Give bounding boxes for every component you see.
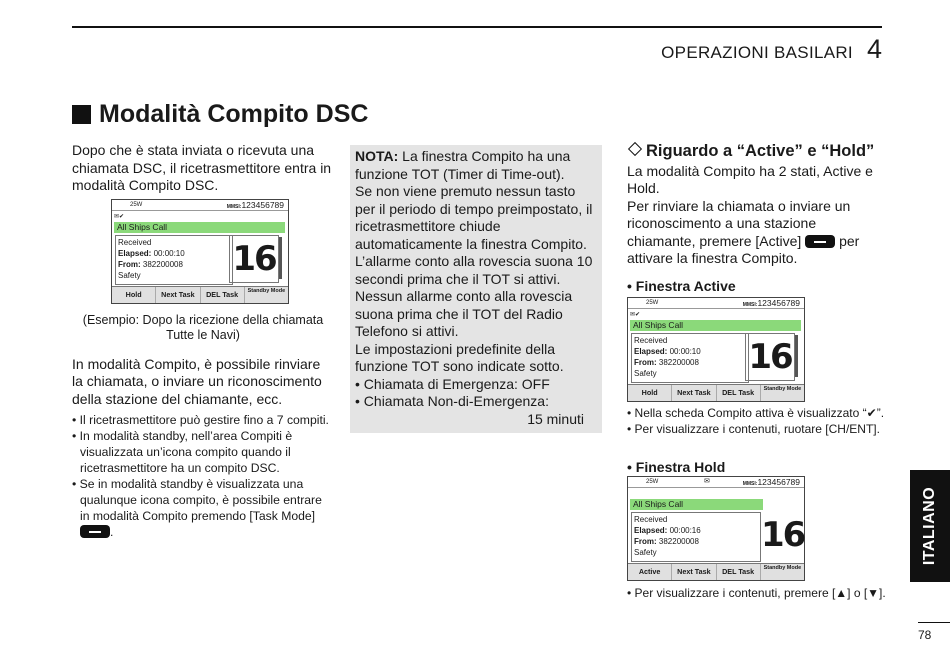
channel-number: 16 <box>229 235 279 283</box>
notes-list <box>72 412 334 540</box>
from-line: From: 382200008 <box>118 259 183 269</box>
note-item-non-emergency: • Chiamata Non-di-Emergenza: <box>355 393 549 409</box>
envelope-icon: ✉ <box>704 478 710 485</box>
list-item: • Nella scheda Compito attiva è visualizzato “✔”. <box>627 406 885 420</box>
mmsi-readout: MMSI:123456789 <box>226 199 284 210</box>
screen-hold-window <box>627 476 805 581</box>
softkey-bar <box>112 286 288 303</box>
softkey-active: Active <box>628 564 672 580</box>
chapter-title: OPERAZIONI BASILARI <box>661 43 853 62</box>
call-details <box>631 512 761 562</box>
task-icons: ✉✔ <box>114 213 125 220</box>
note-box <box>350 145 602 433</box>
softkey-standby-mode: Standby Mode <box>247 287 286 294</box>
call-type-bar: All Ships Call <box>630 499 763 510</box>
active-notes <box>627 405 889 437</box>
list-item: • Se in modalità standby è visualizzata una qualunque icona compito, è possibile entrare in modalità Compito premendo [Task Mode] . <box>72 476 334 540</box>
call-category: Safety <box>634 548 657 557</box>
softkey-del-task: DEL Task <box>201 287 245 303</box>
mmsi-readout: MMSI:123456789 <box>742 477 800 487</box>
power-readout: 25W <box>130 201 143 208</box>
softkey-hold: Hold <box>112 287 156 303</box>
elapsed-line: Elapsed: 00:00:10 <box>118 248 185 258</box>
scrollbar <box>795 335 798 377</box>
mode-paragraph: In modalità Compito, è possibile rinviare la chiamata, o inviare un riconoscimento della stazione del chiamante, ecc. <box>72 355 322 407</box>
screen-status-bar <box>628 298 804 309</box>
screen-active-window <box>627 297 805 402</box>
softkey-next-task: Next Task <box>156 287 200 303</box>
page-number: 78 <box>918 628 932 642</box>
power-readout: 25W <box>646 479 659 485</box>
task-icons: ✉✔ <box>630 312 641 318</box>
mmsi-readout: MMSI:123456789 <box>742 298 800 308</box>
note-text: Se non viene premuto nessun tasto per il periodo di tempo preimpostato, il ricetrasmettitore chiude automaticamente la finestra Compito. L’allarme conto alla rovescia suona 10 secondi prima che il TOT si attivi. Nessun allarme conto alla rovescia suona prima che il TOT del Radio Telefono si attivi. <box>355 183 593 339</box>
list-item: • Il ricetrasmettitore può gestire fino a 7 compiti. <box>72 412 334 428</box>
softkey-next-task: Next Task <box>672 385 716 401</box>
screen-caption: (Esempio: Dopo la ricezione della chiamata Tutte le Navi) <box>82 312 324 342</box>
call-type-bar: All Ships Call <box>630 320 801 331</box>
call-category: Safety <box>118 270 141 280</box>
note-item-emergency: • Chiamata di Emergenza: OFF <box>355 375 550 392</box>
right-column <box>627 143 887 295</box>
square-bullet-icon <box>72 105 91 124</box>
softkey-bar <box>628 384 804 401</box>
softkey-icon <box>805 235 835 248</box>
channel-number: 16 <box>745 333 795 381</box>
left-column <box>72 142 334 540</box>
softkey-icon <box>80 525 110 538</box>
list-item: • In modalità standby, nell’area Compiti è visualizzata un’icona compito quando il ricetrasmettitore ha un compito DSC. <box>72 428 334 476</box>
screen-task-example <box>111 199 289 304</box>
page-number-rule <box>918 622 950 623</box>
elapsed-line: Elapsed: 00:00:10 <box>634 347 701 356</box>
language-tab: ITALIANO <box>910 470 950 582</box>
diamond-icon <box>628 142 642 156</box>
states-text: La modalità Compito ha 2 stati, Active e Hold. <box>627 162 873 196</box>
call-type-bar: All Ships Call <box>114 222 285 233</box>
softkey-del-task: DEL Task <box>717 564 761 580</box>
call-category: Safety <box>634 369 657 378</box>
channel-number: 16 <box>761 515 805 555</box>
active-instructions: Per rinviare la chiamata o inviare un riconoscimento a una stazione chiamante, premere [Active] per attivare la finestra Compito. <box>627 197 860 266</box>
call-details <box>631 333 749 383</box>
from-line: From: 382200008 <box>634 358 699 367</box>
hold-window-heading: • Finestra Hold <box>627 459 726 475</box>
elapsed-line: Elapsed: 00:00:16 <box>634 526 701 535</box>
softkey-standby-mode: Standby Mode <box>763 565 802 571</box>
note-item-value: 15 minuti <box>527 410 584 427</box>
note-defaults: Le impostazioni predefinite della funzione TOT sono indicate sotto. <box>355 340 564 374</box>
chapter-header <box>661 34 882 65</box>
call-status: Received <box>118 237 152 247</box>
softkey-hold: Hold <box>628 385 672 401</box>
active-window-heading: • Finestra Active <box>627 277 736 294</box>
softkey-bar <box>628 563 804 580</box>
scrollbar <box>279 237 282 279</box>
screen-status-bar <box>112 200 288 211</box>
softkey-del-task: DEL Task <box>717 385 761 401</box>
hold-note: • Per visualizzare i contenuti, premere [▲] o [▼]. <box>627 586 886 600</box>
list-item: • Per visualizzare i contenuti, ruotare [CH/ENT]. <box>627 422 880 436</box>
call-status: Received <box>634 515 668 524</box>
call-details <box>115 235 233 285</box>
softkey-standby-mode: Standby Mode <box>763 386 802 392</box>
header-rule <box>72 26 882 28</box>
softkey-next-task: Next Task <box>672 564 716 580</box>
chapter-number: 4 <box>866 34 882 64</box>
screen1-wrapper <box>72 195 334 305</box>
section-title-text: Modalità Compito DSC <box>99 100 369 128</box>
from-line: From: 382200008 <box>634 537 699 546</box>
intro-paragraph: Dopo che è stata inviata o ricevuta una chiamata DSC, il ricetrasmettitore entra in modalità Compito DSC. <box>72 142 332 193</box>
section-title <box>72 100 368 129</box>
screen-status-bar <box>628 477 804 488</box>
note-intro: NOTA: La finestra Compito ha una funzione TOT (Timer di Time-out). <box>355 148 571 182</box>
power-readout: 25W <box>646 300 659 306</box>
call-status: Received <box>634 336 668 345</box>
subsection-title: Riguardo a “Active” e “Hold” <box>627 143 887 161</box>
